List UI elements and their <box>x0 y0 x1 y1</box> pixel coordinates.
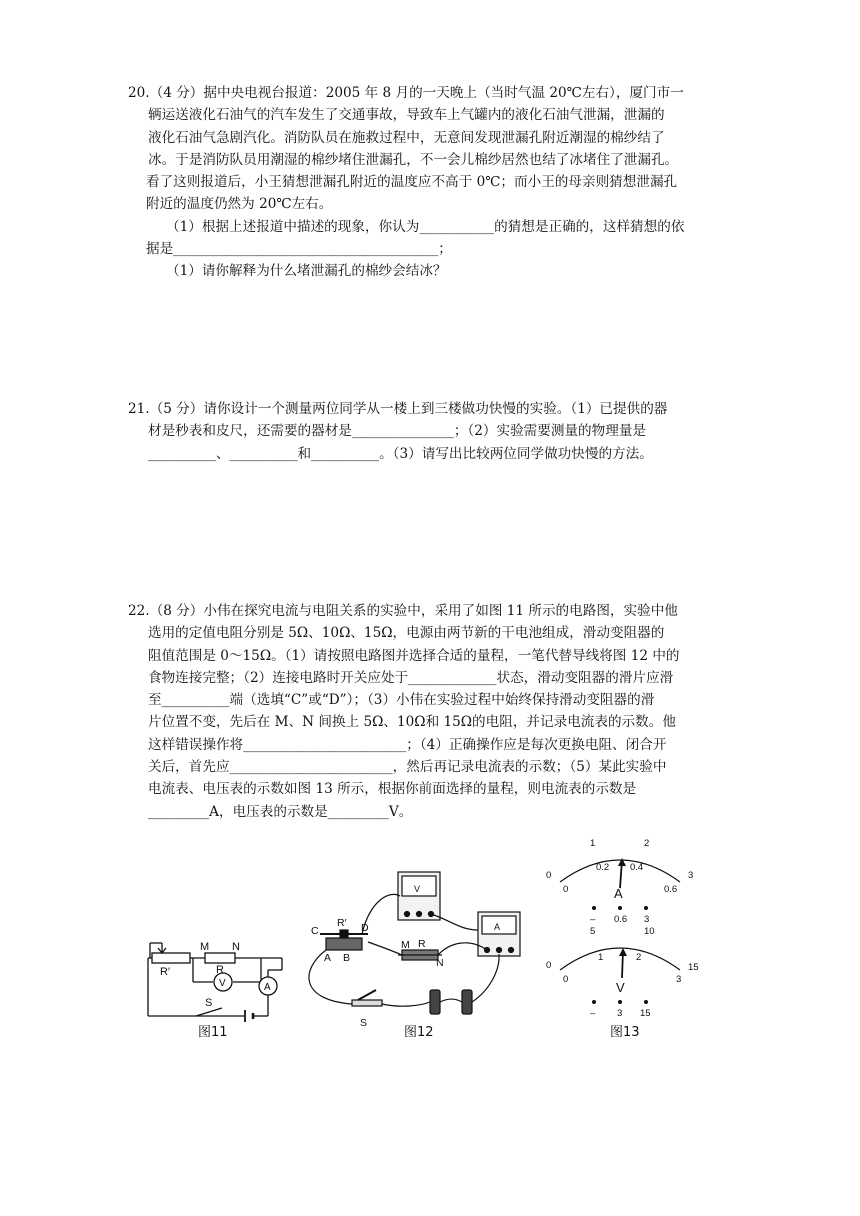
fig12-label-B: B <box>343 952 351 964</box>
figure-11-circuit-diagram <box>148 943 282 1022</box>
figure-13-ammeter-dial <box>546 838 693 925</box>
fig12-label-Am: A <box>494 922 501 932</box>
voltmeter-terminal-3: 3 <box>617 1008 623 1019</box>
q22-line-10: _________A，电压表的示数是_________V。 <box>148 803 413 820</box>
q20-line-2: 辆运送液化石油气的汽车发生了交通事故，导致车上气罐内的液化石油气泄漏，泄漏的 <box>148 107 665 124</box>
fig12-rheostat <box>326 938 362 950</box>
voltmeter-unit: V <box>616 980 625 995</box>
voltmeter-terminal-neg: – <box>590 1008 596 1019</box>
switch-lever <box>196 1008 222 1016</box>
q22-line-4: 食物连接完整；（2）连接电路时开关应处于_____________状态，滑动变阻器的滑片应滑 <box>148 669 674 686</box>
q20-line-6: 附近的温度仍然为 20℃左右。 <box>146 196 333 213</box>
q21-line-3: __________、__________和__________。（3）请写出比较两位同学做功快慢的方法。 <box>148 445 653 462</box>
q22-line-5: 至__________端（选填“C”或“D”）；（3）小伟在实验过程中始终保持滑动变阻器的滑 <box>148 692 655 709</box>
voltmeter-bot-3: 3 <box>676 974 682 985</box>
q22-line-9: 电流表、电压表的示数如图 13 所示，根据你前面选择的量程，则电流表的示数是 <box>148 781 637 798</box>
q20-line-3: 液化石油气急剧汽化。消防队员在施救过程中，无意间发现泄漏孔附近潮湿的棉纱结了 <box>148 129 665 146</box>
resistor-R-symbol <box>205 953 235 963</box>
ammeter-top-2: 2 <box>644 838 650 849</box>
fig12-label-V: V <box>414 884 421 894</box>
fig13-caption: 图13 <box>610 1025 640 1040</box>
rheostat-symbol <box>152 953 190 963</box>
ammeter-bot-0: 0 <box>563 884 569 895</box>
fig11-caption: 图11 <box>198 1025 228 1040</box>
fig12-label-Rprime: R′ <box>337 917 347 929</box>
fig12-battery-2 <box>462 990 472 1014</box>
q20-line-1: 20.（4 分）据中央电视台报道：2005 年 8 月的一天晚上（当时气温 20℃左右），厦门市一 <box>128 85 684 101</box>
fig12-label-R: R <box>418 938 426 950</box>
ammeter-bot-1: 0.2 <box>596 862 610 873</box>
question-22 <box>128 600 748 823</box>
fig12-label-N: N <box>436 957 444 969</box>
ammeter-top-0: 0 <box>546 870 552 881</box>
fig12-switch <box>352 1000 382 1006</box>
figure-13-voltmeter-dial <box>546 926 699 1040</box>
ammeter-top-3: 3 <box>688 870 694 881</box>
q20-line-4: 冰。于是消防队员用潮湿的棉纱堵住泄漏孔，不一会儿棉纱居然也结了冰堵住了泄漏孔。 <box>148 151 679 168</box>
fig12-battery-1 <box>430 990 440 1014</box>
ammeter-terminal-3: 3 <box>644 914 650 925</box>
fig11-label-V: V <box>219 978 226 989</box>
fig12-label-C: C <box>311 925 319 937</box>
fig12-label-S: S <box>360 1017 368 1029</box>
ammeter-terminal-neg: – <box>590 914 596 925</box>
fig12-label-A: A <box>324 952 332 964</box>
question-20 <box>128 82 748 283</box>
q22-line-3: 阻值范围是 0～15Ω。（1）请按照电路图并选择合适的量程，一笔代替导线将图 12 中的 <box>148 647 680 664</box>
question-21 <box>128 398 748 465</box>
fig11-label-N: N <box>232 941 240 953</box>
ammeter-bot-2: 0.4 <box>630 862 644 873</box>
voltmeter-top-10: 10 <box>644 926 655 937</box>
q20-sub-1: （1）根据上述报道中描述的现象，你认为___________的猜想是正确的，这样猜想的依 <box>166 218 685 235</box>
fig11-label-A: A <box>264 982 271 993</box>
voltmeter-bot-0: 0 <box>563 974 569 985</box>
fig12-label-D: D <box>361 922 369 934</box>
voltmeter-terminal-15: 15 <box>640 1008 651 1019</box>
q22-line-8: 关后，首先应________________________，然后再记录电流表的示数；（5）某此实验中 <box>148 759 667 776</box>
voltmeter-top-0: 0 <box>546 960 552 971</box>
q22-line-2: 选用的定值电阻分别是 5Ω、10Ω、15Ω，电源由两节新的干电池组成，滑动变阻器的 <box>148 625 665 642</box>
q20-sub-2: （1）请你解释为什么堵泄漏孔的棉纱会结冰？ <box>166 263 447 280</box>
fig11-label-M: M <box>200 941 210 953</box>
fig12-label-M: M <box>401 939 410 951</box>
voltmeter-top-15: 15 <box>688 962 699 973</box>
q22-line-1: 22.（8 分）小伟在探究电流与电阻关系的实验中，采用了如图 11 所示的电路图，实验中他 <box>128 603 678 619</box>
q20-sub-1-cont: 据是_______________________________________； <box>146 241 452 258</box>
fig11-label-Rprime: R′ <box>160 966 171 978</box>
fig11-label-S: S <box>205 997 213 1009</box>
voltmeter-top-5: 5 <box>590 926 596 937</box>
q22-line-6: 片位置不变，先后在 M、N 间换上 5Ω、10Ω和 15Ω的电阻，并记录电流表的示数。他 <box>148 714 676 731</box>
q22-line-7: 这样错误操作将________________________；（4）正确操作应是每次更换电阻、闭合开 <box>148 736 667 753</box>
q21-line-1: 21.（5 分）请你设计一个测量两位同学从一楼上到三楼做功快慢的实验。（1）已提供的器 <box>128 401 668 417</box>
q21-line-2: 材是秒表和皮尺，还需要的器材是_______________；（2）实验需要测量的物理量是 <box>148 423 647 440</box>
voltmeter-bot-2: 2 <box>636 952 642 963</box>
fig11-label-R: R <box>216 964 224 976</box>
ammeter-terminal-06: 0.6 <box>614 914 628 925</box>
ammeter-unit: A <box>614 886 623 901</box>
ammeter-bot-3: 0.6 <box>664 884 678 895</box>
voltmeter-bot-1: 1 <box>598 952 604 963</box>
ammeter-top-1: 1 <box>590 838 596 849</box>
fig12-caption: 图12 <box>404 1025 434 1040</box>
q20-line-5: 看了这则报道后，小王猜想泄漏孔附近的温度应不高于 0℃；而小王的母亲则猜想泄漏孔 <box>146 174 678 191</box>
figures-area <box>0 830 860 1050</box>
